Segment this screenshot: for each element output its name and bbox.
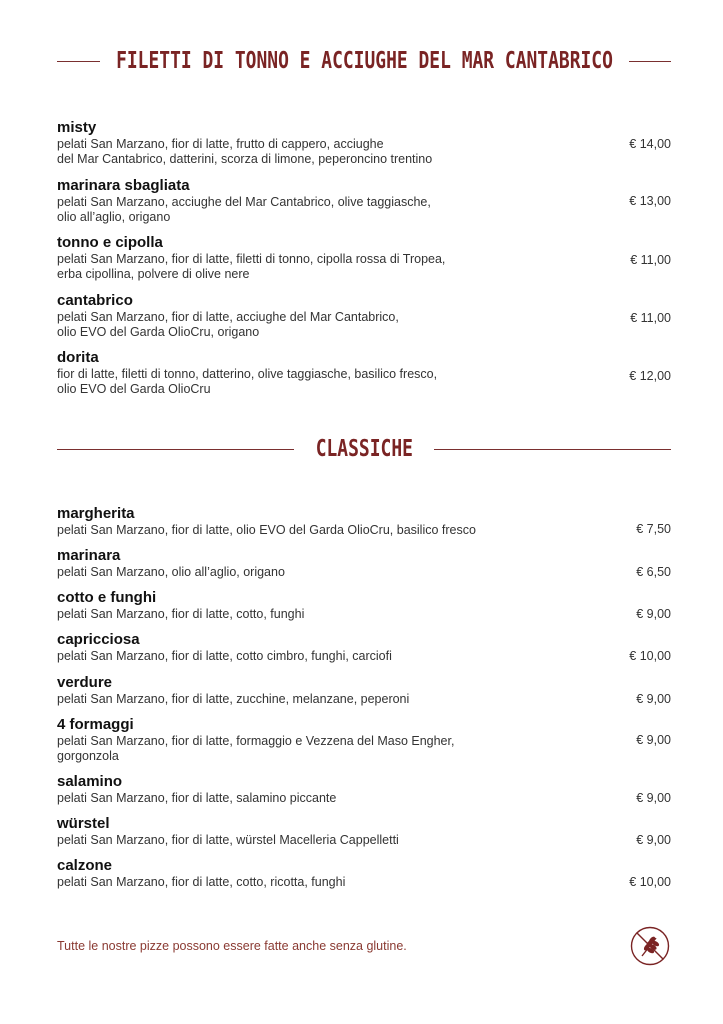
item-desc: fior di latte, filetti di tonno, datterino, olive taggiasche, basilico fresco, olio EVO del Garda OlioCru bbox=[57, 367, 438, 396]
item-name: marinara sbagliata bbox=[57, 177, 190, 194]
section-header-filetti bbox=[57, 48, 671, 74]
item-desc: pelati San Marzano, fior di latte, zucchine, melanzane, peperoni bbox=[57, 692, 410, 706]
item-name: cantabrico bbox=[57, 292, 133, 309]
item-name: calzone bbox=[57, 857, 113, 874]
divider bbox=[57, 449, 294, 450]
item-name: salamino bbox=[57, 773, 123, 790]
item-price: € 10,00 bbox=[629, 649, 671, 663]
item-price: € 9,00 bbox=[636, 607, 671, 621]
menu-item bbox=[57, 119, 671, 167]
item-price: € 9,00 bbox=[636, 733, 671, 747]
section-header-classiche bbox=[57, 436, 671, 462]
gluten-free-icon bbox=[630, 926, 670, 966]
item-desc: pelati San Marzano, fior di latte, cotto cimbro, funghi, carciofi bbox=[57, 649, 392, 663]
item-name: tonno e cipolla bbox=[57, 234, 163, 251]
item-desc: pelati San Marzano, fior di latte, acciughe del Mar Cantabrico, olio EVO del Garda OlioCru, origano bbox=[57, 310, 399, 339]
menu-item bbox=[57, 857, 671, 890]
item-name: misty bbox=[57, 119, 97, 136]
item-desc: pelati San Marzano, fior di latte, filetti di tonno, cipolla rossa di Tropea, erba cipollina, polvere di olive nere bbox=[57, 252, 446, 281]
menu-item bbox=[57, 815, 671, 848]
item-price: € 9,00 bbox=[636, 692, 671, 706]
item-desc: pelati San Marzano, fior di latte, cotto, ricotta, funghi bbox=[57, 875, 346, 889]
menu-item bbox=[57, 674, 671, 707]
item-name: würstel bbox=[57, 815, 110, 832]
item-desc: pelati San Marzano, acciughe del Mar Cantabrico, olive taggiasche, olio all’aglio, origano bbox=[57, 195, 431, 224]
item-price: € 11,00 bbox=[630, 311, 671, 325]
item-name: cotto e funghi bbox=[57, 589, 157, 606]
menu-item bbox=[57, 292, 671, 340]
item-desc: pelati San Marzano, fior di latte, salamino piccante bbox=[57, 791, 337, 805]
menu-item bbox=[57, 505, 671, 538]
menu-item bbox=[57, 589, 671, 622]
gluten-free-note: Tutte le nostre pizze possono essere fatte anche senza glutine. bbox=[57, 939, 407, 953]
item-desc: pelati San Marzano, fior di latte, cotto, funghi bbox=[57, 607, 305, 621]
item-desc: pelati San Marzano, fior di latte, olio EVO del Garda OlioCru, basilico fresco bbox=[57, 523, 476, 537]
item-price: € 12,00 bbox=[629, 369, 671, 383]
item-price: € 14,00 bbox=[629, 137, 671, 151]
section-title: FILETTI DI TONNO E ACCIUGHE DEL MAR CANTABRICO bbox=[115, 48, 613, 74]
item-name: verdure bbox=[57, 674, 113, 691]
item-price: € 9,00 bbox=[636, 833, 671, 847]
item-price: € 7,50 bbox=[636, 522, 671, 536]
item-desc: pelati San Marzano, fior di latte, würstel Macelleria Cappelletti bbox=[57, 833, 399, 847]
menu-item bbox=[57, 773, 671, 806]
item-name: capricciosa bbox=[57, 631, 140, 648]
item-price: € 10,00 bbox=[629, 875, 671, 889]
item-desc: pelati San Marzano, olio all’aglio, origano bbox=[57, 565, 285, 579]
menu-item bbox=[57, 716, 671, 764]
item-price: € 6,50 bbox=[636, 565, 671, 579]
divider bbox=[434, 449, 671, 450]
item-name: dorita bbox=[57, 349, 99, 366]
menu-item bbox=[57, 631, 671, 664]
item-price: € 9,00 bbox=[636, 791, 671, 805]
item-price: € 11,00 bbox=[630, 253, 671, 267]
item-name: margherita bbox=[57, 505, 135, 522]
item-name: 4 formaggi bbox=[57, 716, 134, 733]
item-desc: pelati San Marzano, fior di latte, formaggio e Vezzena del Maso Engher, gorgonzola bbox=[57, 734, 455, 763]
menu-item bbox=[57, 349, 671, 397]
item-name: marinara bbox=[57, 547, 121, 564]
divider bbox=[629, 61, 672, 62]
menu-item bbox=[57, 177, 671, 225]
item-desc: pelati San Marzano, fior di latte, frutto di cappero, acciughe del Mar Cantabrico, datterini, scorza di limone, peperoncino trentino bbox=[57, 137, 433, 166]
menu-item bbox=[57, 234, 671, 282]
item-price: € 13,00 bbox=[629, 194, 671, 208]
section-title: CLASSICHE bbox=[315, 436, 413, 462]
divider bbox=[57, 61, 100, 62]
menu-item bbox=[57, 547, 671, 580]
